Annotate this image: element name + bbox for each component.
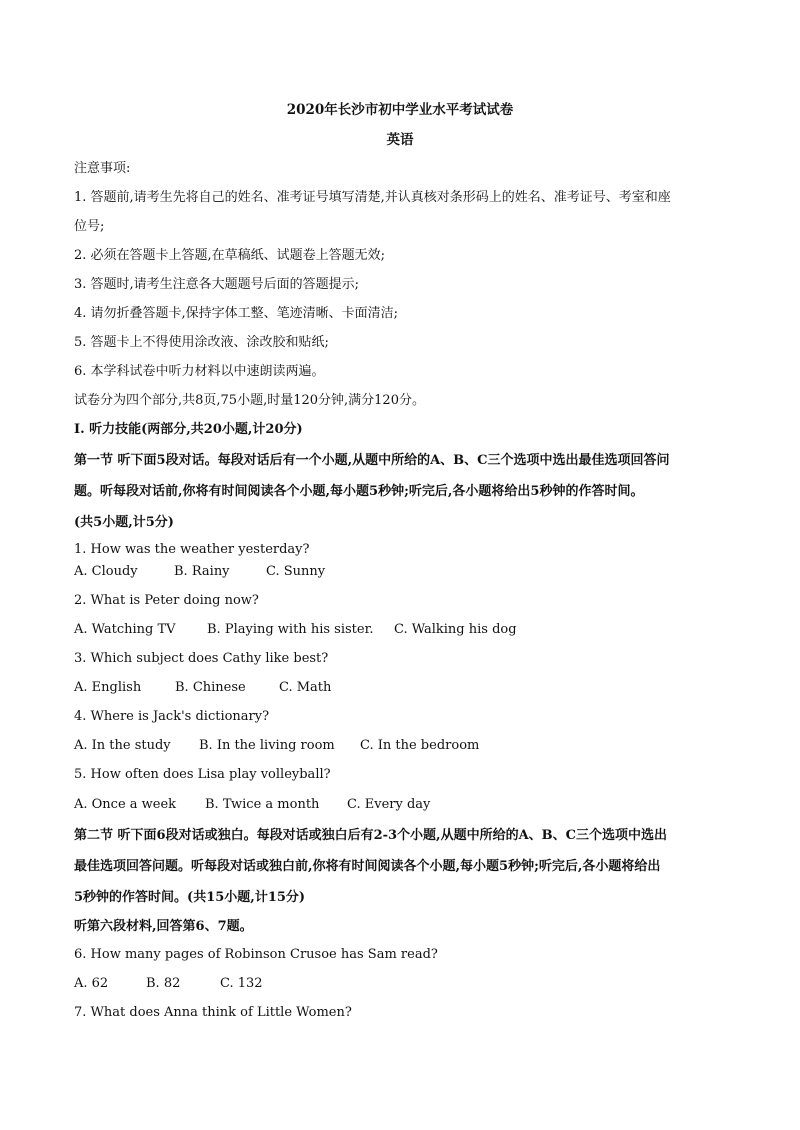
options-6	[74, 975, 263, 993]
notice-item: 6. 本学科试卷中听力材料以中速朗读两遍。	[74, 364, 325, 379]
section2-instruction: 5秒钟的作答时间。(共15小题,计15分)	[74, 890, 306, 905]
question-1: 1. How was the weather yesterday?	[74, 542, 310, 557]
material-6-heading: 听第六段材料,回答第6、7题。	[74, 919, 253, 934]
notice-item: 2. 必须在答题卡上答题,在草稿纸、试题卷上答题无效;	[74, 248, 386, 263]
options-4	[74, 737, 479, 755]
option: A. 62	[74, 976, 109, 991]
part1-heading: I. 听力技能(两部分,共20小题,计20分)	[74, 422, 303, 437]
option: B. Rainy	[174, 564, 230, 579]
option: C. 132	[220, 976, 263, 991]
exam-subject: 英语	[386, 132, 414, 148]
options-2	[74, 621, 517, 639]
section1-instruction: (共5小题,计5分)	[74, 515, 174, 530]
option: C. In the bedroom	[360, 738, 480, 753]
option: A. Cloudy	[74, 564, 138, 579]
section1-instruction: 第一节 听下面5段对话。每段对话后有一个小题,从题中所给的A、B、C三个选项中选出最佳选项回答问	[74, 453, 670, 468]
option: B. In the living room	[199, 738, 335, 753]
option: B. 82	[146, 976, 181, 991]
notice-item: 5. 答题卡上不得使用涂改液、涂改胶和贴纸;	[74, 335, 329, 350]
section2-instruction: 最佳选项回答问题。听每段对话或独白前,你将有时间阅读各个小题,每小题5秒钟;听完后,各小题将给出	[74, 859, 661, 874]
section2-instruction: 第二节 听下面6段对话或独白。每段对话或独白后有2-3个小题,从题中所给的A、B、C三个选项中选出	[74, 828, 668, 843]
question-6: 6. How many pages of Robinson Crusoe has Sam read?	[74, 947, 438, 962]
options-1	[74, 563, 325, 581]
options-3	[74, 679, 331, 697]
option: A. In the study	[74, 738, 171, 753]
question-5: 5. How often does Lisa play volleyball?	[74, 767, 331, 782]
question-4: 4. Where is Jack's dictionary?	[74, 709, 270, 724]
exam-title: 2020年长沙市初中学业水平考试试卷	[286, 102, 514, 118]
notice-item: 4. 请勿折叠答题卡,保持字体工整、笔迹清晰、卡面清洁;	[74, 306, 399, 321]
question-2: 2. What is Peter doing now?	[74, 593, 259, 608]
notice-item: 3. 答题时,请考生注意各大题题号后面的答题提示;	[74, 277, 360, 292]
option: A. Watching TV	[74, 622, 176, 637]
question-3: 3. Which subject does Cathy like best?	[74, 651, 329, 666]
options-5	[74, 796, 430, 814]
option: A. Once a week	[74, 797, 177, 812]
section1-instruction: 题。听每段对话前,你将有时间阅读各个小题,每小题5秒钟;听完后,各小题将给出5秒钟的作答时间。	[74, 484, 644, 499]
option: A. English	[74, 680, 142, 695]
option: C. Sunny	[266, 564, 326, 579]
notice-summary: 试卷分为四个部分,共8页,75小题,时量120分钟,满分120分。	[74, 393, 425, 408]
option: C. Walking his dog	[394, 622, 517, 637]
notice-heading: 注意事项:	[74, 161, 131, 176]
question-7: 7. What does Anna think of Little Women?	[74, 1005, 352, 1020]
option: B. Chinese	[175, 680, 246, 695]
option: B. Playing with his sister.	[207, 622, 374, 637]
option: C. Math	[279, 680, 332, 695]
option: C. Every day	[347, 797, 431, 812]
notice-item: 位号;	[74, 219, 105, 234]
notice-item: 1. 答题前,请考生先将自己的姓名、准考证号填写清楚,并认真核对条形码上的姓名、准考证号、考室和座	[74, 190, 671, 205]
option: B. Twice a month	[205, 797, 320, 812]
